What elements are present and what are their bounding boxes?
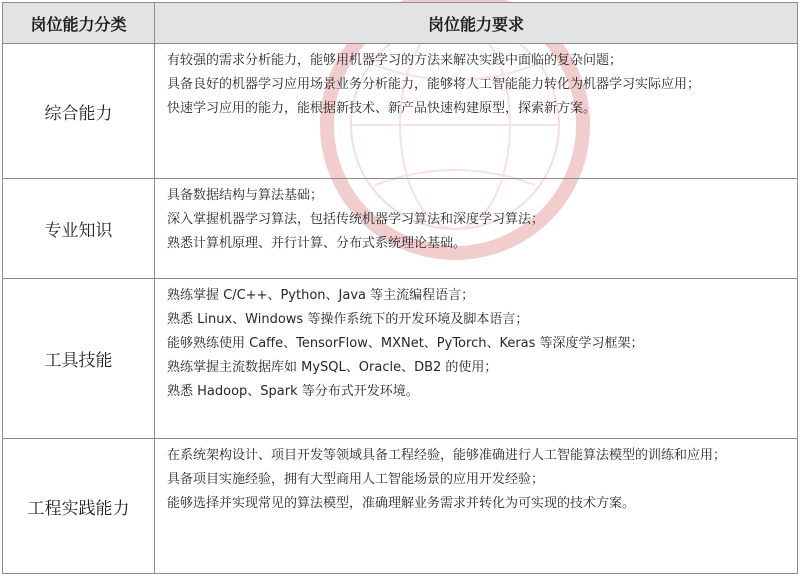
- requirement-line: 具备数据结构与算法基础；: [167, 188, 324, 203]
- requirement-line: 具备良好的机器学习应用场景业务分析能力，能够将人工智能能力转化为机器学习实际应用；: [167, 77, 701, 92]
- row-category: 专业知识: [3, 179, 155, 279]
- row-requirements: [155, 44, 798, 179]
- row-category: 工程实践能力: [3, 439, 155, 574]
- table-row: [3, 439, 798, 574]
- requirement-line: 能够熟练使用 Caffe、TensorFlow、MXNet、PyTorch、Keras 等深度学习框架；: [167, 336, 644, 351]
- row-requirements: [155, 179, 798, 279]
- requirement-line: 具备项目实施经验，拥有大型商用人工智能场景的应用开发经验；: [167, 472, 545, 487]
- header-category: 岗位能力分类: [3, 3, 155, 44]
- requirement-line: 熟练掌握主流数据库如 MySQL、Oracle、DB2 的使用；: [167, 360, 498, 375]
- ability-table: [2, 2, 798, 574]
- requirement-line: 熟悉 Linux、Windows 等操作系统下的开发环境及脚本语言；: [167, 312, 529, 327]
- row-requirements: [155, 279, 798, 439]
- requirement-line: 熟悉计算机原理、并行计算、分布式系统理论基础。: [167, 236, 467, 251]
- table-header-row: [3, 3, 798, 44]
- row-requirements: [155, 439, 798, 574]
- requirement-line: 快速学习应用的能力，能根据新技术、新产品快速构建原型，探索新方案。: [167, 101, 597, 116]
- row-category: 工具技能: [3, 279, 155, 439]
- table-row: [3, 279, 798, 439]
- requirement-line: 熟练掌握 C/C++、Python、Java 等主流编程语言；: [167, 288, 475, 303]
- requirement-line: 有较强的需求分析能力，能够用机器学习的方法来解决实践中面临的复杂问题；: [167, 53, 623, 68]
- requirement-line: 深入掌握机器学习算法，包括传统机器学习算法和深度学习算法；: [167, 212, 545, 227]
- header-requirements: 岗位能力要求: [155, 3, 798, 44]
- table-row: [3, 179, 798, 279]
- row-category: 综合能力: [3, 44, 155, 179]
- requirement-line: 能够选择并实现常见的算法模型，准确理解业务需求并转化为可实现的技术方案。: [167, 496, 636, 511]
- table-row: [3, 44, 798, 179]
- requirement-line: 在系统架构设计、项目开发等领域具备工程经验，能够准确进行人工智能算法模型的训练和应用；: [167, 448, 727, 463]
- requirement-line: 熟悉 Hadoop、Spark 等分布式开发环境。: [167, 384, 419, 399]
